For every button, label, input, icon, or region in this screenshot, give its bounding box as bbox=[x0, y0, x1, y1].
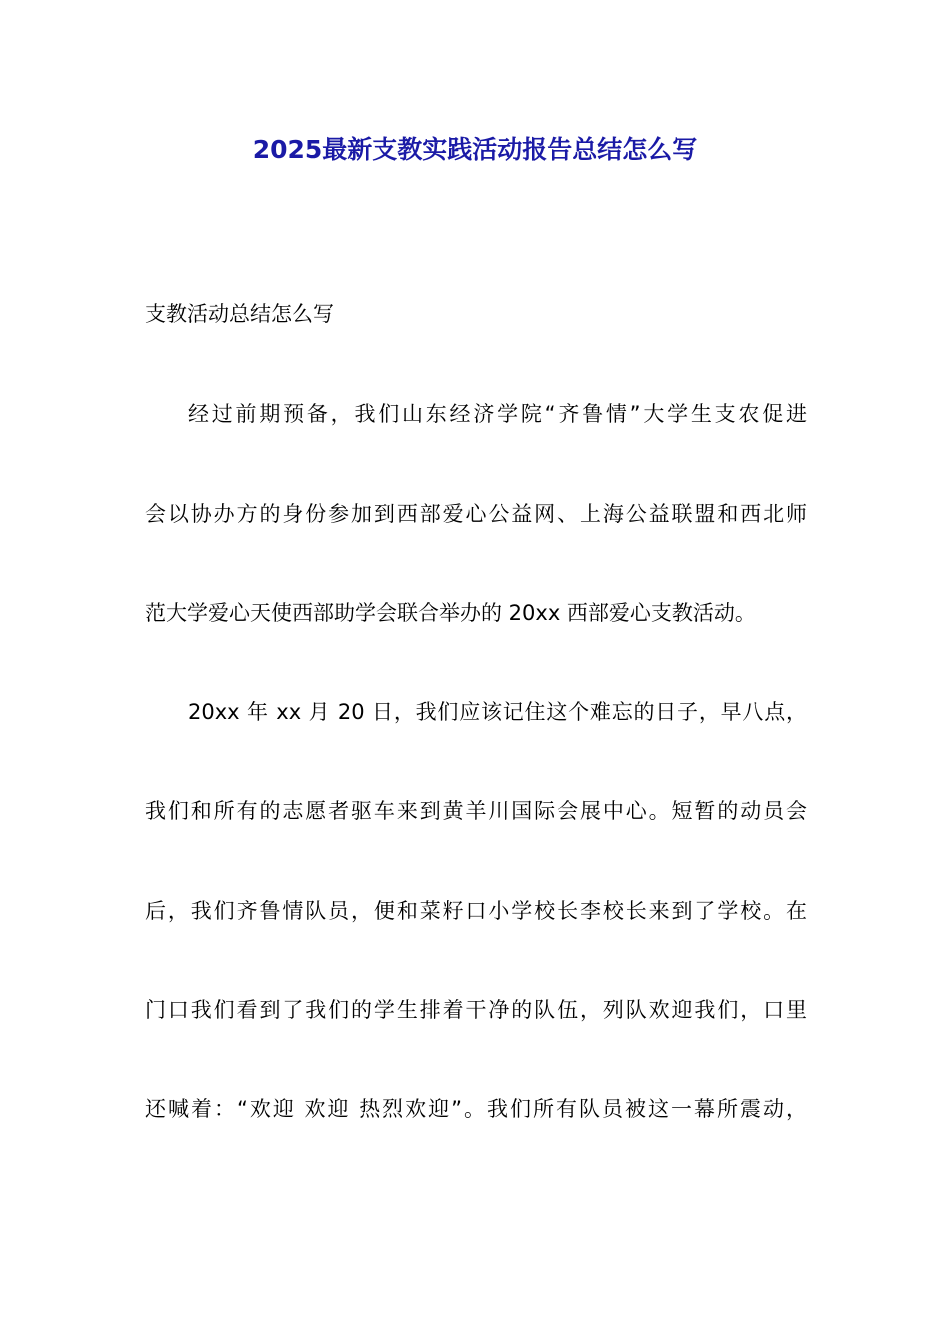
paragraph-line: 我们和所有的志愿者驱车来到黄羊川国际会展中心。短暂的动员会 bbox=[145, 799, 807, 823]
paragraph-line: 还喊着：“欢迎 欢迎 热烈欢迎”。我们所有队员被这一幕所震动， bbox=[145, 1097, 807, 1121]
paragraph-line: 后，我们齐鲁情队员，便和菜籽口小学校长李校长来到了学校。在 bbox=[145, 899, 807, 923]
paragraph-line: 范大学爱心天使西部助学会联合举办的 20xx 西部爱心支教活动。 bbox=[145, 601, 756, 625]
paragraph-line: 门口我们看到了我们的学生排着干净的队伍，列队欢迎我们，口里 bbox=[145, 998, 807, 1022]
document-title: 2025最新支教实践活动报告总结怎么写 bbox=[252, 135, 698, 164]
section-heading: 支教活动总结怎么写 bbox=[145, 302, 334, 326]
paragraph-line: 20xx 年 xx 月 20 日，我们应该记住这个难忘的日子，早八点， bbox=[188, 700, 807, 724]
paragraph-line: 会以协办方的身份参加到西部爱心公益网、上海公益联盟和西北师 bbox=[145, 502, 807, 526]
paragraph-line: 经过前期预备，我们山东经济学院“齐鲁情”大学生支农促进 bbox=[188, 402, 807, 426]
